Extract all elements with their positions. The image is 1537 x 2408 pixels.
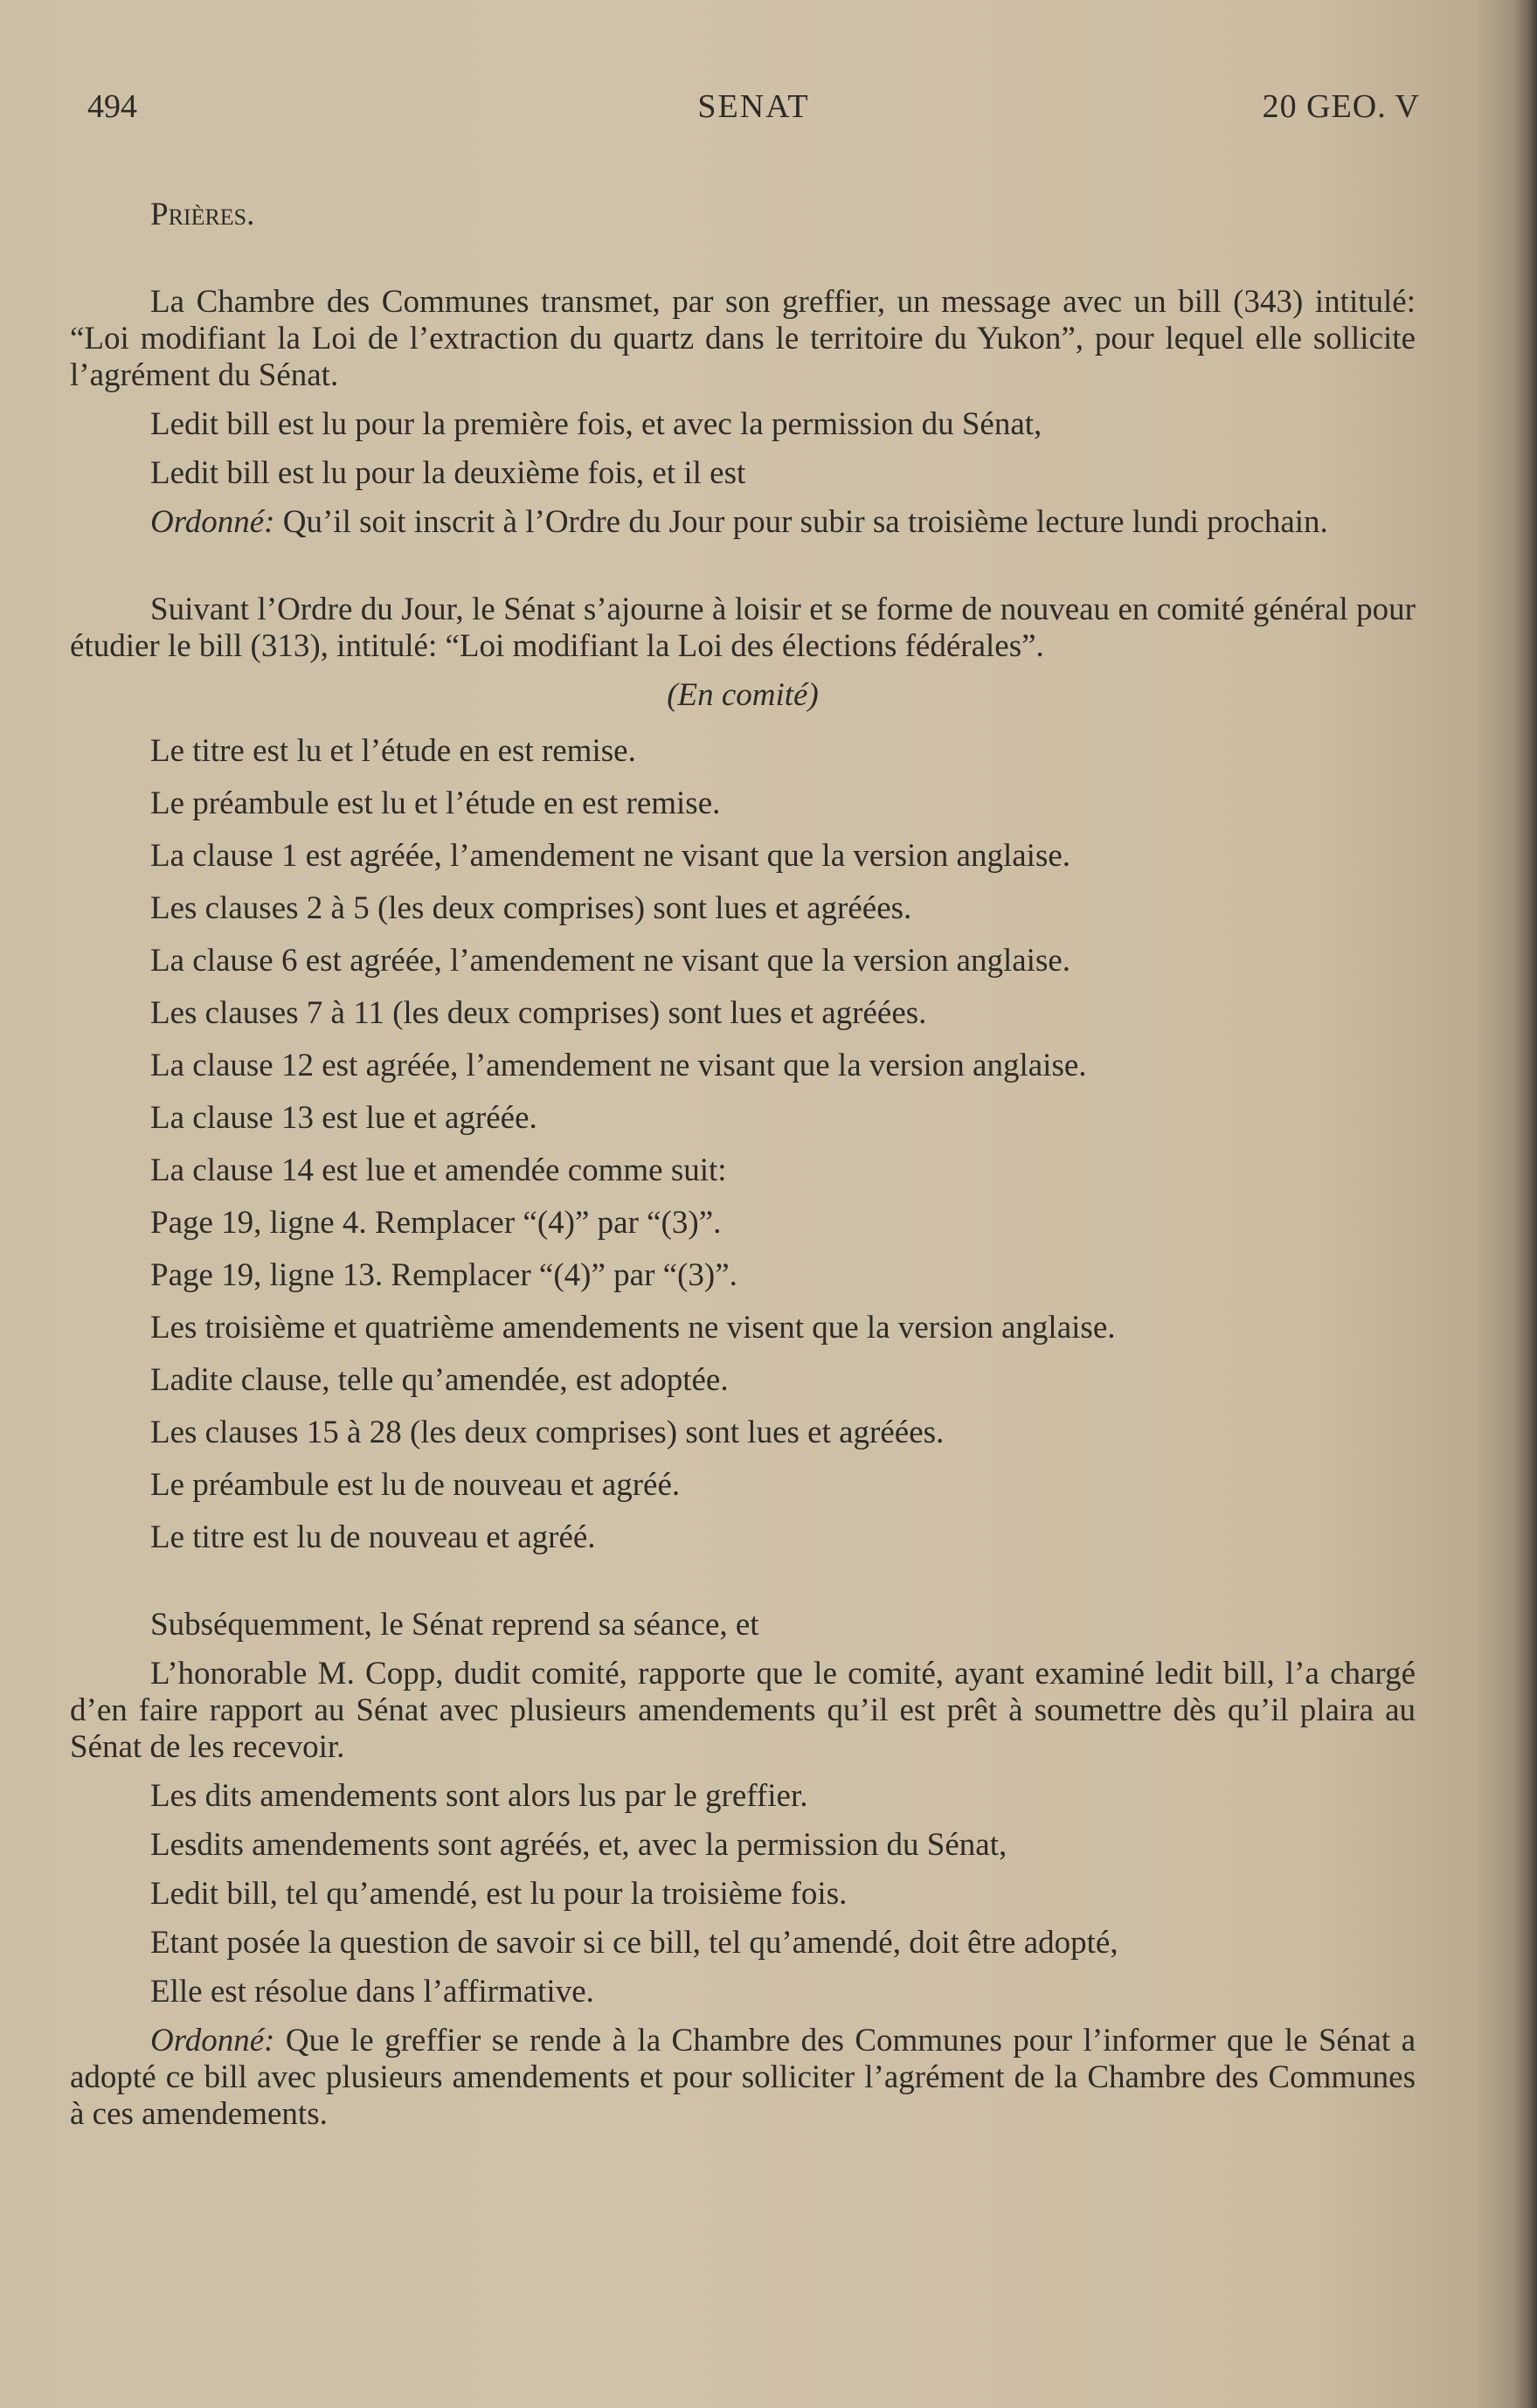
committee-item: Les clauses 15 à 28 (les deux comprises) sont lues et agréées. xyxy=(150,1415,945,1450)
committee-item: Le préambule est lu de nouveau et agréé. xyxy=(150,1467,681,1503)
committee-item: La clause 12 est agréée, l’amendement ne visant que la version anglaise. xyxy=(150,1048,1087,1083)
committee-item: Le titre est lu et l’étude en est remise. xyxy=(150,733,636,769)
section-heading-prieres: Prières. xyxy=(150,197,255,232)
paragraph-order-of-day: Suivant l’Ordre du Jour, le Sénat s’ajourne à loisir et se forme de nouveau en comité général pour étudier le bill (313), intitulé: “Loi modifiant la Loi des élections fédérales”. xyxy=(70,592,1416,664)
paragraph-resolved-affirmative: Elle est résolue dans l’affirmative. xyxy=(150,1974,594,2010)
committee-item: La clause 14 est lue et amendée comme suit: xyxy=(150,1152,727,1188)
running-title: SENAT xyxy=(697,88,810,125)
committee-label: (En comité) xyxy=(667,677,819,713)
ordered-text: Qu’il soit inscrit à l’Ordre du Jour pour subir sa troisième lecture lundi prochain. xyxy=(274,504,1328,540)
page-edge-shadow xyxy=(1514,0,1537,2408)
ordered-text: Que le greffier se rende à la Chambre des Communes pour l’informer que le Sénat a adopté ce bill avec plusieurs amendements et pour solliciter l’agrément de la Chambre des Communes à ces amendements. xyxy=(70,2023,1416,2132)
paragraph-first-reading: Ledit bill est lu pour la première fois, et avec la permission du Sénat, xyxy=(150,406,1042,442)
committee-item: Les clauses 2 à 5 (les deux comprises) sont lues et agréées. xyxy=(150,890,912,926)
ordered-label: Ordonné: xyxy=(150,2023,275,2059)
page-number: 494 xyxy=(87,88,137,125)
committee-item: Les clauses 7 à 11 (les deux comprises) sont lues et agréées. xyxy=(150,995,927,1031)
ordered-label: Ordonné: xyxy=(150,504,275,540)
paragraph-ordered-third-reading xyxy=(70,504,1416,541)
committee-item: Page 19, ligne 13. Remplacer “(4)” par “(3)”. xyxy=(150,1257,737,1293)
regnal-year: 20 GEO. V xyxy=(1262,88,1420,125)
committee-item: La clause 13 est lue et agréée. xyxy=(150,1100,537,1136)
paragraph-amendments-read: Les dits amendements sont alors lus par le greffier. xyxy=(150,1778,808,1814)
page-header xyxy=(87,87,1420,140)
committee-item: Le préambule est lu et l’étude en est remise. xyxy=(150,785,721,821)
committee-item: La clause 1 est agréée, l’amendement ne visant que la version anglaise. xyxy=(150,838,1071,874)
committee-item: Page 19, ligne 4. Remplacer “(4)” par “(3)”. xyxy=(150,1205,722,1241)
paragraph-senate-resumes: Subséquemment, le Sénat reprend sa séance, et xyxy=(150,1607,759,1643)
body-text xyxy=(70,197,1416,2145)
paragraph-ordered-clerk xyxy=(70,2023,1416,2133)
paragraph-message-commons: La Chambre des Communes transmet, par son greffier, un message avec un bill (343) intitulé: “Loi modifiant la Loi de l’extraction du quartz dans le territoire du Yukon”, pour lequel elle sollicite l’agrément du Sénat. xyxy=(70,284,1416,393)
paragraph-question-put: Etant posée la question de savoir si ce bill, tel qu’amendé, doit être adopté, xyxy=(150,1925,1118,1961)
paragraph-second-reading: Ledit bill est lu pour la deuxième fois, et il est xyxy=(150,455,746,491)
committee-item: La clause 6 est agréée, l’amendement ne visant que la version anglaise. xyxy=(150,943,1071,979)
committee-item: Ladite clause, telle qu’amendée, est adoptée. xyxy=(150,1362,729,1398)
committee-item: Les troisième et quatrième amendements ne visent que la version anglaise. xyxy=(150,1310,1116,1346)
committee-item: Le titre est lu de nouveau et agréé. xyxy=(150,1519,596,1555)
paragraph-amendments-agreed: Lesdits amendements sont agréés, et, avec la permission du Sénat, xyxy=(150,1827,1007,1863)
paragraph-copp-report: L’honorable M. Copp, dudit comité, rapporte que le comité, ayant examiné ledit bill, l’a chargé d’en faire rapport au Sénat avec plusieurs amendements qu’il est prêt à soumettre dès qu’il plaira au Sénat de les recevoir. xyxy=(70,1656,1416,1765)
paragraph-third-reading: Ledit bill, tel qu’amendé, est lu pour la troisième fois. xyxy=(150,1876,848,1912)
